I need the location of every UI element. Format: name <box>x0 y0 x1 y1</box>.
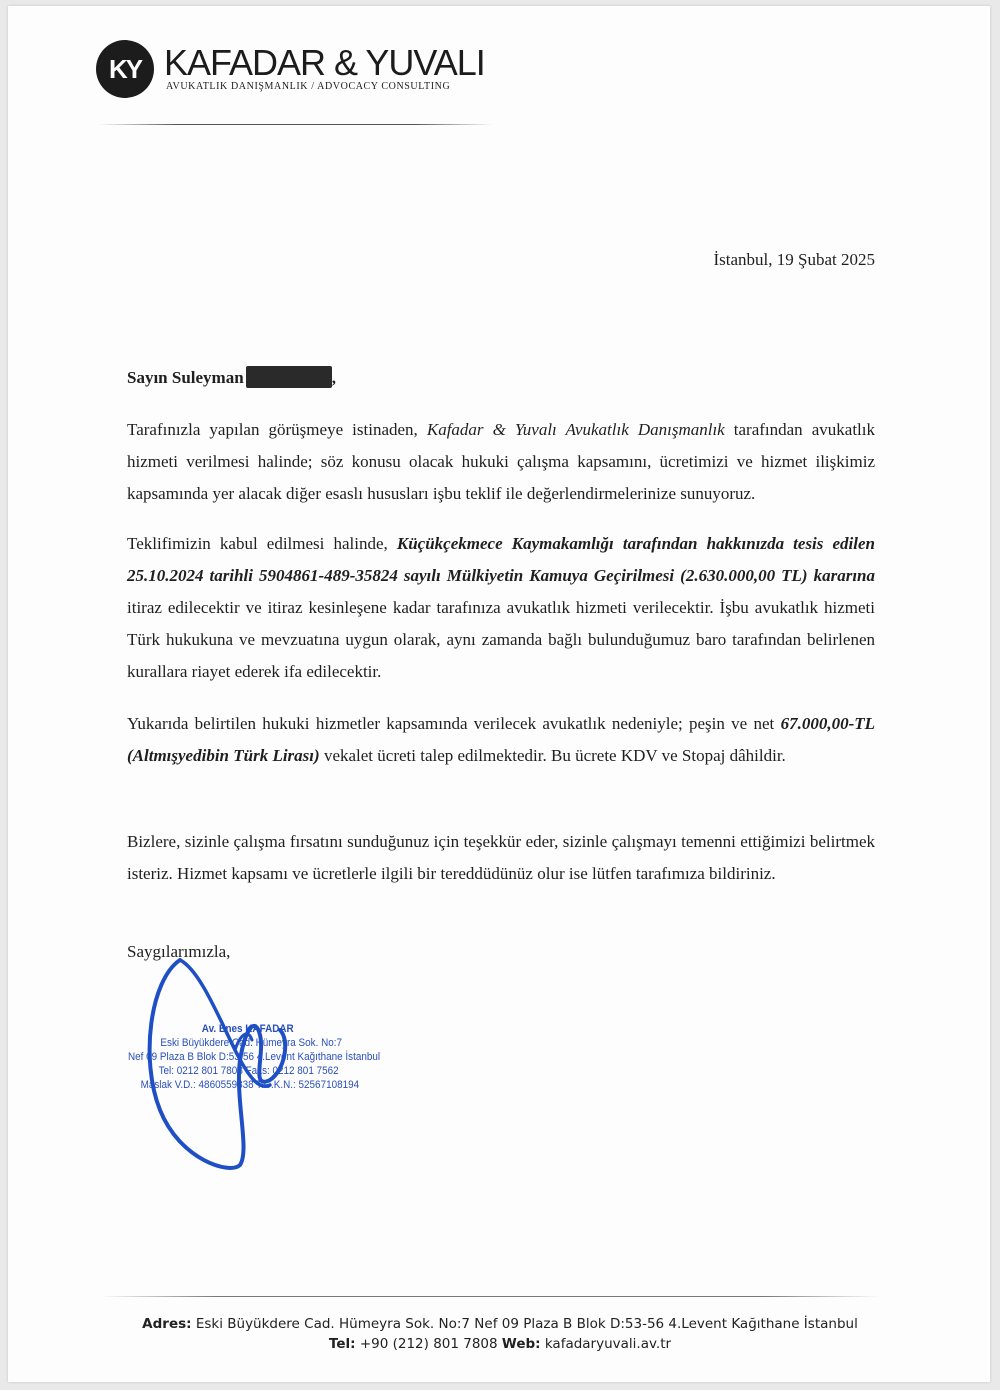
footer-tel-text: +90 (212) 801 7808 <box>355 1336 502 1352</box>
footer-address-label: Adres: <box>142 1316 192 1332</box>
p1-text-a: Tarafınızla yapılan görüşmeye istinaden, <box>127 420 427 439</box>
letter-date: İstanbul, 19 Şubat 2025 <box>713 250 875 269</box>
stamp-line-street: Eski Büyükdere Cad. Hümeyra Sok. No:7 <box>160 1037 342 1049</box>
p3-text-a: Yukarıda belirtilen hukuki hizmetler kapsamında verilecek avukatlık nedeniyle; peşin ve net <box>127 714 781 733</box>
p1-text-c: tarafından avukatlık hizmeti verilmesi halinde; söz konusu olacak hukuki çalışma kapsamını, ücretimizi ve hizmet ilişkimiz kapsamında yer alacak diğer esaslı hususları işbu teklif ile değerlendirmelerinize sunuyoruz. <box>127 420 875 503</box>
p3-fee-amount: 67.000,00-TL (Altmışyedibin Türk Lirası) <box>127 714 875 765</box>
salutation-comma: , <box>331 368 336 387</box>
paragraph-thanks: Bizlere, sizinle çalışma fırsatını sunduğunuz için teşekkür eder, sizinle çalışmayı temenni ettiğimizi belirtmek isteriz. Hizmet kapsamı ve ücretlerle ilgili bir tereddüdünüz olur ise lütfen tarafımıza bildiriniz. <box>127 832 875 883</box>
footer-address <box>0 1314 1000 1334</box>
paragraph-intro <box>127 414 875 510</box>
footer-divider <box>100 1296 880 1297</box>
stamp-line-phone: Tel: 0212 801 7808 Faks: 0212 801 7562 <box>158 1065 339 1077</box>
p1-firm-name: Kafadar & Yuvalı Avukatlık Danışmanlık <box>426 420 725 439</box>
p2-decision-ref: Küçükçekmece Kaymakamlığı tarafından hakkınızda tesis edilen 25.10.2024 tarihli 5904861-489-35824 sayılı Mülkiyetin Kamuya Geçirilmesi (2.630.000,00 TL) kararına <box>127 534 875 585</box>
logo-monogram: KY <box>108 53 142 84</box>
salutation <box>127 366 336 388</box>
redacted-surname <box>246 366 332 388</box>
footer-contact <box>0 1334 1000 1354</box>
footer-tel-label: Tel: <box>328 1336 356 1352</box>
footer-web-link[interactable]: kafadaryuvali.av.tr <box>540 1336 672 1352</box>
footer-address-text: Eski Büyükdere Cad. Hümeyra Sok. No:7 Nef 09 Plaza B Blok D:53-56 4.Levent Kağıthane İstanbul <box>191 1316 858 1332</box>
p3-text-c: vekalet ücreti talep edilmektedir. Bu ücrete KDV ve Stopaj dâhildir. <box>319 746 786 765</box>
firm-logo <box>96 40 154 98</box>
stamp-line-plaza: Nef 09 Plaza B Blok D:53-56 4.Levent Kağıthane İstanbul <box>128 1051 381 1063</box>
footer <box>0 1314 1000 1354</box>
handwritten-signature <box>140 940 320 1180</box>
stamp-line-name: Av. Enes KAFADAR <box>201 1023 294 1035</box>
header-divider <box>98 124 493 125</box>
p2-text-a: Teklifimizin kabul edilmesi halinde, <box>127 534 397 553</box>
paragraph-scope <box>127 528 875 688</box>
paragraph-fee <box>127 708 875 772</box>
closing: Saygılarımızla, <box>127 942 231 961</box>
p2-text-c: itiraz edilecektir ve itiraz kesinleşene kadar tarafınıza avukatlık hizmeti verilecektir. İşbu avukatlık hizmeti Türk hukukuna ve mevzuatına uygun olarak, aynı zamanda bağlı bulunduğumuz baro tarafından belirlenen kurallara riayet ederek ifa edilecektir. <box>127 598 875 681</box>
footer-web-label: Web: <box>501 1336 541 1352</box>
firm-name: KAFADAR & YUVALI <box>164 42 485 83</box>
firm-subtitle: AVUKATLIK DANIŞMANLIK / ADVOCACY CONSULTING <box>166 81 451 92</box>
salutation-text: Sayın Suleyman <box>127 368 244 387</box>
stamp-line-tax: Maslak V.D.: 4860559838 T.C.K.N.: 52567108194 <box>140 1079 360 1091</box>
